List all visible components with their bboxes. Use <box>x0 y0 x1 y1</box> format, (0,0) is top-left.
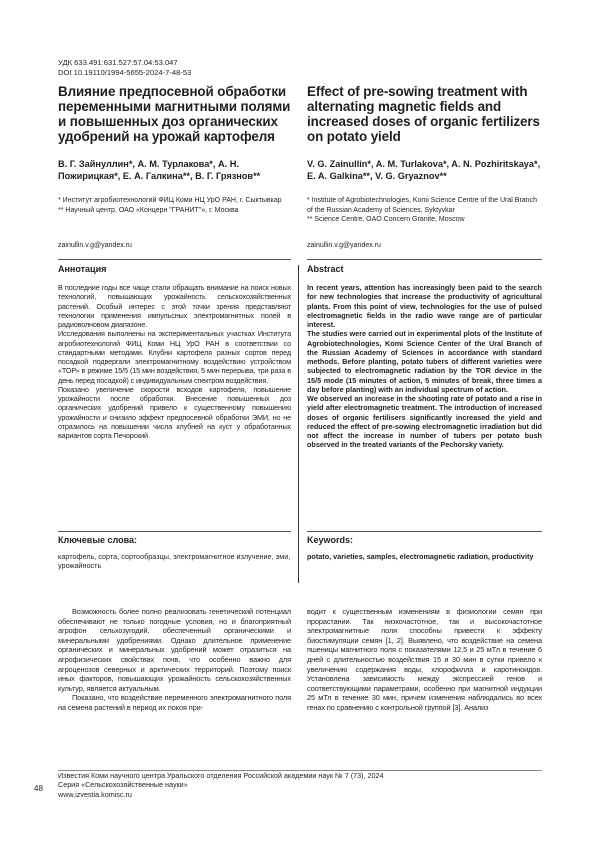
affiliations-en <box>307 196 542 225</box>
body-column-left <box>58 607 291 713</box>
keywords-heading-ru: Ключевые слова: <box>58 535 138 545</box>
footer-series: Серия «Сельскохозяйственные науки» <box>58 780 188 790</box>
body-column-right <box>307 607 542 713</box>
abstract-ru-paragraph-1: В последние годы все чаще стали обращать внимание на поиск новых технологий, повышающих урожайность сельскохозяйственных растений. Особый интерес с этой точки зрения представляют технологии применения импульсных электромагнитных полей в радиоволновом диапазоне. <box>58 283 291 329</box>
body-left-paragraph-1: Возможность более полно реализовать генетический потенциал обеспечивают не только погодные условия, но и благоприятный агрофон сельхозугодий, обеспеченный органическими и минеральными удобрениями. Однако длительное применение органических и минеральных удобрений может отразиться на агрофизических свойствах почв, что особенно важно для агроценозов северных и арктических территорий. Поэтому поиск иных факторов, повышающих урожайность сельскохозяйственных культур, является актуальным. <box>58 607 291 693</box>
abstract-ru <box>58 283 291 440</box>
abstract-en-paragraph-2: The studies were carried out in experimental plots of the Institute of Agrobiotechnologies, Komi Science Center of the Ural Branch of the Russian Academy of Sciences in accordance with standard methods. Before planting, potato tubers of different varieties were subjected to electromagnetic radiation by the TOR device in the 15/5 mode (15 minutes of action, 5 minutes of break, three times a day before planting) with an individual spectrum of action. <box>307 329 542 394</box>
page-number: 48 <box>34 784 43 793</box>
authors-en: V. G. Zainullin*, A. M. Turlakova*, A. N. Pozhiritskaya*, E. A. Galkina**, V. G. Gryaznov** <box>307 159 541 181</box>
footer-journal: Известия Коми научного центра Уральского отделения Российской академии наук № 7 (73), 2024 <box>58 771 384 780</box>
abstract-heading-ru: Аннотация <box>58 264 107 274</box>
affiliation-en-1: * Institute of Agrobiotechnologies, Komi Science Centre of the Ural Branch of the Russian Academy of Sciences, Syktyvkar <box>307 197 537 214</box>
keywords-ru: картофель, сорта, сортообразцы, электромагнитное излучение, эми, урожайность <box>58 552 291 571</box>
footer-journal-info <box>58 771 383 799</box>
divider-ru-top <box>58 259 291 260</box>
divider-en-top <box>307 259 542 260</box>
keywords-heading-en: Keywords: <box>307 535 354 545</box>
doi: DOI 10.19110/1994-5655-2024-7-48-53 <box>58 68 192 77</box>
abstract-en-paragraph-1: In recent years, attention has increasingly been paid to the search for new technologies that increase the productivity of agricultural plants. From this point of view, technologies for the use of pulsed electromagnetic fields in the radio wave range are of particular interest. <box>307 283 542 329</box>
title-ru: Влияние предпосевной обработки переменными магнитными полями и повышенных доз органических удобрений на урожай картофеля <box>58 84 291 144</box>
title-en: Effect of pre-sowing treatment with alternating magnetic fields and increased doses of organic fertilizers on potato yield <box>307 84 540 144</box>
udc-code: УДК 633.491:631.527:57.04:53.047 <box>58 58 178 67</box>
affiliation-ru-2: ** Научный центр, ОАО «Концерн "ГРАНИТ"», г. Москва <box>58 206 239 214</box>
abstract-ru-paragraph-3: Показано увеличение скорости всходов картофеля, повышение урожайности после обработки. Внесение повышенных доз органических удобрений привело к существенному повышению урожайности и снизило эффект предпосевной обработки ЭМИ, но не отразилось на повышении числа клубней на куст у обработанных вариантов сорта Печорский. <box>58 384 291 440</box>
column-separator <box>298 265 299 583</box>
authors-ru: В. Г. Зайнуллин*, А. М. Турлакова*, А. Н. Пожирицкая*, Е. А. Галкина**, В. Г. Грязнов** <box>58 159 261 181</box>
article-identifiers <box>58 58 191 78</box>
footer-url[interactable]: www.izvestia.komisc.ru <box>58 789 132 799</box>
divider-en-keywords <box>307 531 542 532</box>
abstract-heading-en: Abstract <box>307 264 344 274</box>
abstract-ru-paragraph-2: Исследования выполнены на экспериментальных участках Института агробиотехнологий ФИЦ Коми НЦ УрО РАН в соответствии со стандартными методами. Клубни картофеля разных сортов перед посадкой подвергали электромагнитному воздействию устройством «ТОР» в режиме 15/5 (15 мин воздействия, 5 мин перерыва, три раза в день перед посадкой) с индивидуальным спектром воздействия. <box>58 329 291 385</box>
email-en[interactable]: zainullin.v.g@yandex.ru <box>307 242 381 249</box>
keywords-en: potato, varieties, samples, electromagnetic radiation, productivity <box>307 552 534 561</box>
affiliations-ru <box>58 196 291 215</box>
body-right-paragraph-1: водит к существенным изменениям в физиологии семян при прорастании. Так низкочастотное, так и высокочастотное электромагнитные поля способны привести к эффекту биостимуляции семян [1, 2]. Выявлено, что воздействие на семена пшеницы магнитного поля с показателями 12,5 и 25 мТл в течение 6 дней с длительностью воздействия 15 и 30 мин в сутки привело к увеличению содержания воды, хлорофилла и каротиноидов. Установлена зависимость между экспрессией генов и соответствующими параметрами, особенно при магнитной индукции 25 мТл в течение 30 мин, причем изменения наблюдались во всех генах по сравнению с контрольной группой [3]. Анализ <box>307 607 542 712</box>
affiliation-ru-1: * Институт агробиотехнологий ФИЦ Коми НЦ УрО РАН, г. Сыктывкар <box>58 197 282 204</box>
email-ru[interactable]: zainullin.v.g@yandex.ru <box>58 242 132 249</box>
body-left-paragraph-2: Показано, что воздействие переменного электромагнитного поля на семена растений в период их покоя при- <box>58 693 291 712</box>
divider-ru-keywords <box>58 531 291 532</box>
abstract-en-paragraph-3: We observed an increase in the shooting rate of potato and a rise in yield after electromagnetic treatment. The introduction of increased doses of organic fertilisers significantly increased the yield and reduced the effect of pre-sowing electromagnetic irradiation but did not affect the increase in number of tubers per potato bush observed in the treated variants of the Pechorsky variety. <box>307 394 542 450</box>
abstract-en <box>307 283 542 450</box>
affiliation-en-2: ** Science Centre, OAO Concern Granite, Moscow <box>307 216 465 223</box>
